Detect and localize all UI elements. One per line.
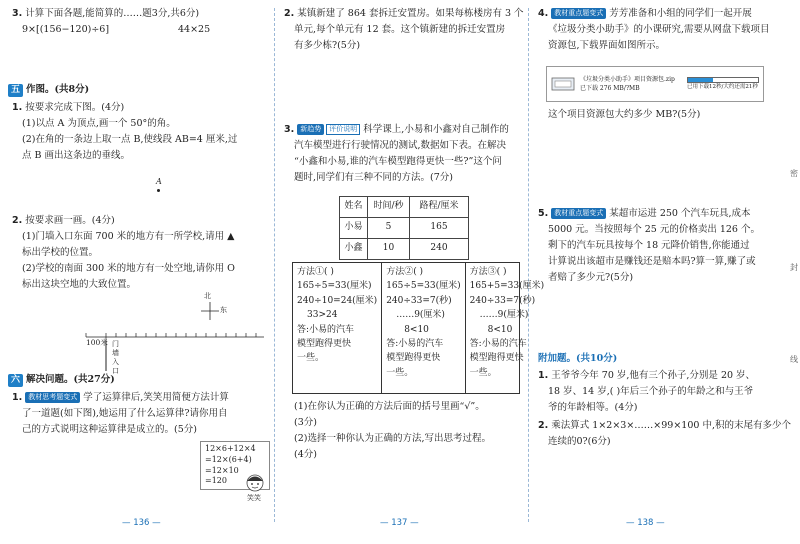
mid-q2-title: 2. 某镇新建了 864 套拆迁安置房。如果每栋楼房有 3 个 <box>284 8 524 19</box>
download-amount: 已下载 276 MB/?MB <box>580 85 640 92</box>
draw-q1-title: 1. 按要求完成下图。(4分) <box>12 102 125 113</box>
method-3-title[interactable]: 方法③( ) <box>469 267 507 277</box>
method-2: 方法②( ) 165÷5=33(厘米) 240÷33=7(秒) ……9(厘米) 8<10 答:小易的汽车 模型跑得更快 一些。 <box>381 263 464 393</box>
mid-q3-title: 3. 新趋势 评价说明 科学课上,小易和小鑫对自己制作的 <box>284 124 509 135</box>
section-6-tag: 六 <box>8 374 23 387</box>
right-q4-question: 这个项目资源包大约多少 MB?(5分) <box>548 109 701 120</box>
extra-q1-title: 1. 王爷爷今年 70 岁,他有三个孙子,分别是 20 岁、 <box>538 370 756 381</box>
scale-label: 100米 <box>86 338 108 347</box>
mid-q3-line3: “小鑫和小易,谁的汽车模型跑得更快一些?”这个问 <box>294 156 502 167</box>
right-q4-line2: 《垃圾分类小助手》的小课研究,需要从网盘下载项目 <box>548 24 770 35</box>
right-q5-title: 5. 教材重点题变式 某超市运进 250 个汽车玩具,成本 <box>538 208 751 219</box>
student-name: 笑笑 <box>247 494 261 502</box>
mid-q3-sub1-score: (3分) <box>294 417 317 428</box>
point-a-label: A <box>156 177 162 186</box>
q3-line: 3. 计算下面各题,能简算的……题3分,共6分) <box>12 8 200 19</box>
draw-q1-line3: (2)在角的一条边上取一点 B,使线段 AB=4 厘米,过 <box>22 134 238 145</box>
table-row: 小鑫 10 240 <box>340 239 469 260</box>
method-3: 方法③( ) 165+5=33(厘米) 240÷33=7(秒) ……9(厘米) 8<10 答:小易的汽车 模型跑得更快 一些。 <box>465 263 548 393</box>
method-1: 方法①( ) 165÷5=33(厘米) 240÷10=24(厘米) 33>24 答:小易的汽车 模型跑得更快 一些。 <box>297 267 378 364</box>
right-q5-line5: 者赔了多少元?(5分) <box>548 272 634 283</box>
zip-file-icon <box>551 74 577 94</box>
draw-q2-title: 2. 按要求画一画。(4分) <box>12 215 115 226</box>
mid-q3-sub2-score: (4分) <box>294 449 317 460</box>
table-row: 小易 5 165 <box>340 218 469 239</box>
extra-q2-title: 2. 乘法算式 1×2×3×……×99×100 中,积的末尾有多少个 <box>538 420 791 431</box>
new-trend-badge: 新趋势 <box>297 124 324 135</box>
right-q5-line2: 5000 元。当按照每个 25 元的价格卖出 126 个。 <box>548 224 760 235</box>
student-calc-box: 12×6+12×4 =12×(6+4) =12×10 =120 <box>200 441 270 490</box>
page-number-left: — 136 — <box>122 517 161 528</box>
extra-q1-line2: 18 岁、14 岁,( )年后三个孙子的年龄之和与王爷 <box>548 386 754 397</box>
page-number-right: — 138 — <box>626 517 665 528</box>
draw-q2-line3: 标出学校的位置。 <box>22 247 99 258</box>
student-avatar-icon <box>244 473 266 493</box>
q3-expr2: 44×25 <box>178 24 211 35</box>
evaluation-badge: 评价说明 <box>326 124 360 135</box>
textbook-key-badge: 教材重点题变式 <box>551 208 606 219</box>
map-ticks <box>86 333 256 337</box>
extra-q2-line2: 连续的0?(6分) <box>548 436 611 447</box>
section-5-header: 五 作图。(共8分) <box>8 83 89 98</box>
right-q5-line3: 剩下的汽车玩具按每个 18 元降价销售,你能通过 <box>548 240 750 251</box>
north-label: 北 <box>204 292 211 300</box>
draw-q2-line5: 标出这块空地的大致位置。 <box>22 279 137 290</box>
q3-expr1: 9×[(156−120)÷6] <box>22 24 110 35</box>
download-progress-area <box>687 77 759 92</box>
mid-q3-sub2: (2)选择一种你认为正确的方法,写出思考过程。 <box>294 433 491 444</box>
seal-mark-1: 密 <box>790 169 798 178</box>
map-diagram <box>80 292 270 372</box>
east-label: 东 <box>220 306 227 314</box>
extra-q1-line3: 爷的年龄相等。(4分) <box>548 402 638 413</box>
method-2-title[interactable]: 方法②( ) <box>386 267 424 277</box>
solve-q1-line2: 了一道题(如下图),她运用了什么运算律?请你用自 <box>22 408 228 419</box>
seal-mark-3: 线 <box>790 355 798 364</box>
right-q5-line4: 计算说出该超市是赚钱还是赔本吗?算一算,赚了或 <box>548 256 756 267</box>
right-q4-title: 4. 教材重点题变式 芳芳准备和小组的同学们一起开展 <box>538 8 752 19</box>
download-progress-fill <box>688 78 713 82</box>
draw-q1-line4: 点 B 画出这条边的垂线。 <box>22 150 131 161</box>
mid-q3-line2: 汽车模型进行行驶情况的测试,数据如下表。在解决 <box>294 140 507 151</box>
mid-q3-line4: 题时,同学们有三种不同的方法。(7分) <box>294 172 453 183</box>
download-progress-bar <box>687 77 759 83</box>
mid-q2-line3: 有多少栋?(5分) <box>294 40 361 51</box>
table-header-row: 姓名 时间/秒 路程/厘米 <box>340 197 469 218</box>
speed-data-table <box>339 196 469 260</box>
download-panel <box>546 66 764 102</box>
solve-q1-line3: 己的方式说明这种运算律是成立的。(5分) <box>22 424 197 435</box>
section-5-tag: 五 <box>8 84 23 97</box>
textbook-key-badge: 教材重点题变式 <box>551 8 606 19</box>
draw-q2-line4: (2)学校的南面 300 米的地方有一处空地,请你用 O <box>22 263 235 274</box>
point-a-dot <box>157 189 160 192</box>
download-time: 已用下载12秒/大约还需21秒 <box>687 83 758 90</box>
draw-q1-line2: (1)以点 A 为顶点,画一个 50°的角。 <box>22 118 176 129</box>
method-1-title[interactable]: 方法①( ) <box>297 267 334 277</box>
textbook-badge: 教材思考题变式 <box>25 392 80 403</box>
extra-section-title: 附加题。(共10分) <box>538 353 618 364</box>
draw-q2-line2: (1)门墙入口东面 700 米的地方有一所学校,请用 ▲ <box>22 231 235 242</box>
page-number-middle: — 137 — <box>380 517 419 528</box>
mid-q3-sub1: (1)在你认为正确的方法后面的括号里画“√”。 <box>294 401 485 412</box>
download-info <box>580 75 675 93</box>
section-6-header: 六 解决问题。(共27分) <box>8 373 115 388</box>
download-filename: 《垃圾分类小助手》项目资源包.zip <box>580 76 675 83</box>
right-q4-line3: 资源包,下载界面如图所示。 <box>548 40 666 51</box>
gate-label: 门 墙 入 口 <box>112 340 119 375</box>
mid-q2-line2: 单元,每个单元有 12 套。这个镇新建的拆迁安置房 <box>294 24 506 35</box>
seal-mark-2: 封 <box>790 263 798 272</box>
methods-box <box>292 262 545 394</box>
solve-q1-title: 1. 教材思考题变式 学了运算律后,笑笑用简便方法计算 <box>12 392 229 403</box>
column-divider-left <box>274 8 275 522</box>
